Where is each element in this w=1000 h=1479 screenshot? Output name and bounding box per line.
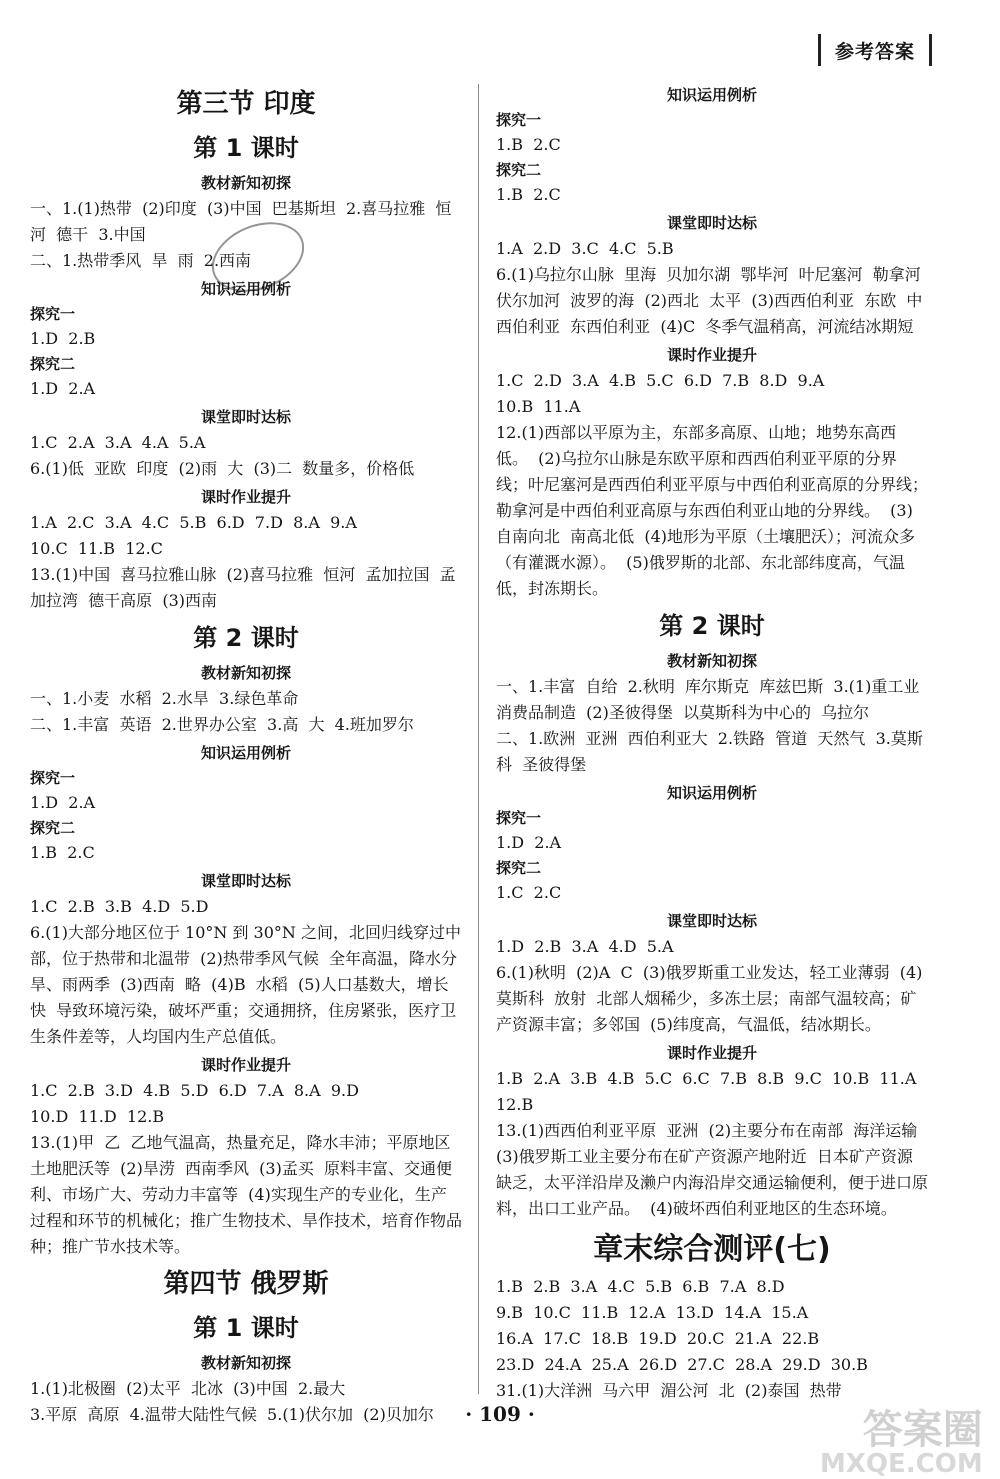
answer-line: 6.(1)大部分地区位于 10°N 到 30°N 之间，北回归线穿过中部，位于热带和北温带 (2)热带季风气候 全年高温，降水分旱、雨两季 (3)西南 略 (4)B 水稻 (5)人口基数大，增长快 导致环境污染，破坏严重；交通拥挤，住房紧张，医疗卫生条件差等，人均国内生产总值低。	[30, 923, 461, 1046]
answer-line: 6.(1)低 亚欧 印度 (2)雨 大 (3)二 数量多，价格低	[30, 459, 415, 478]
answer-line: 1.A 2.C 3.A 4.C 5.B 6.D 7.D 8.A 9.A	[30, 513, 357, 532]
answer-line: 16.A 17.C 18.B 19.D 20.C 21.A 22.B	[496, 1329, 820, 1348]
answer-line: 3.平原 高原 4.温带大陆性气候 5.(1)伏尔加 (2)贝加尔	[30, 1405, 434, 1424]
subsection-heading: 课时作业提升	[666, 1044, 757, 1062]
answer-line: 1.B 2.C	[496, 185, 561, 204]
subsection-heading: 教材新知初探	[666, 652, 757, 670]
answer-line: 13.(1)中国 喜马拉雅山脉 (2)喜马拉雅 恒河 孟加拉国 孟加拉湾 德干高原 (3)西南	[30, 565, 456, 610]
column-divider	[478, 84, 479, 1394]
answer-line: 10.D 11.D 12.B	[30, 1107, 165, 1126]
explore-label: 探究二	[496, 859, 542, 877]
answer-line: 23.D 24.A 25.A 26.D 27.C 28.A 29.D 30.B	[496, 1355, 868, 1374]
answer-line: 一、1.(1)热带 (2)印度 (3)中国 巴基斯坦 2.喜马拉雅 恒河 德干 3.中国	[30, 199, 452, 244]
subsection-heading: 知识运用例析	[666, 784, 757, 802]
subsection-heading: 课堂即时达标	[200, 872, 291, 890]
explore-label: 探究二	[30, 819, 76, 837]
subsection-heading: 教材新知初探	[200, 664, 291, 682]
subsection-heading: 知识运用例析	[200, 280, 291, 298]
answer-line: 1.D 2.A	[496, 833, 562, 852]
right-column	[496, 80, 931, 1404]
subsection-heading: 课时作业提升	[200, 488, 291, 506]
answer-line: 1.C 2.B 3.B 4.D 5.D	[30, 897, 209, 916]
explore-label: 探究二	[30, 355, 76, 373]
subsection-heading: 教材新知初探	[200, 174, 291, 192]
answer-line: 1.B 2.A 3.B 4.B 5.C 6.C 7.B 8.B 9.C 10.B 11.A 12.B	[496, 1069, 927, 1114]
answer-key-tag: 参考答案	[818, 34, 932, 66]
watermark	[820, 1407, 983, 1479]
answer-line: 1.D 2.A	[30, 793, 96, 812]
explore-label: 探究一	[496, 111, 542, 129]
answer-line: 二、1.欧洲 亚洲 西伯利亚大 2.铁路 管道 天然气 3.莫斯科 圣彼得堡	[496, 729, 923, 774]
answer-line: 1.C 2.A 3.A 4.A 5.A	[30, 433, 206, 452]
watermark-url: MXQE.COM	[820, 1449, 983, 1479]
subsection-heading: 知识运用例析	[666, 86, 757, 104]
answer-line: 13.(1)西西伯利亚平原 亚洲 (2)主要分布在南部 海洋运输 (3)俄罗斯工业主要分布在矿产资源产地附近 日本矿产资源缺乏，太平洋沿岸及濑户内海沿岸交通运输便利，便于进口原料，出口工业产品。 (4)破坏西伯利亚地区的生态环境。	[496, 1121, 929, 1218]
answer-line: 1.D 2.B 3.A 4.D 5.A	[496, 937, 674, 956]
answer-line: 13.(1)甲 乙 乙地气温高，热量充足，降水丰沛；平原地区土地肥沃等 (2)旱涝 西南季风 (3)孟买 原料丰富、交通便利、市场广大、劳动力丰富等 (4)实现生产的专业化，生产过程和环节的机械化；推广生物技术、旱作技术，培育作物品种；推广节水技术等。	[30, 1133, 463, 1256]
explore-label: 探究一	[496, 809, 542, 827]
answer-line: 31.(1)大洋洲 马六甲 湄公河 北 (2)泰国 热带	[496, 1381, 842, 1400]
subsection-heading: 教材新知初探	[200, 1354, 291, 1372]
section-title: 第三节 印度	[176, 89, 316, 119]
explore-label: 探究二	[496, 161, 542, 179]
answer-line: 一、1.丰富 自给 2.秋明 库尔斯克 库兹巴斯 3.(1)重工业 消费品制造 (2)圣彼得堡 以莫斯科为中心的 乌拉尔	[496, 677, 930, 722]
watermark-logo-text: 答案圈	[862, 1407, 983, 1453]
answer-line: 1.B 2.B 3.A 4.C 5.B 6.B 7.A 8.D	[496, 1277, 785, 1296]
page-number: · 109 ·	[465, 1402, 535, 1426]
answer-line: 6.(1)秋明 (2)A C (3)俄罗斯重工业发达，轻工业薄弱 (4)莫斯科 放射 北部人烟稀少，多冻土层；南部气温较高；矿产资源丰富；多邻国 (5)纬度高，气温低，结冰期长。	[496, 963, 923, 1034]
answer-line: 1.(1)北极圈 (2)太平 北冰 (3)中国 2.最大	[30, 1379, 346, 1398]
explore-label: 探究一	[30, 305, 76, 323]
answer-line: 9.B 10.C 11.B 12.A 13.D 14.A 15.A	[496, 1303, 809, 1322]
answer-line: 1.B 2.C	[496, 135, 561, 154]
answer-line: 1.C 2.C	[496, 883, 562, 902]
answer-line: 1.A 2.D 3.C 4.C 5.B	[496, 239, 674, 258]
answer-line: 10.B 11.A	[496, 397, 581, 416]
answer-line: 1.B 2.C	[30, 843, 95, 862]
subsection-heading: 课堂即时达标	[666, 214, 757, 232]
lesson-title: 第 1 课时	[193, 1314, 299, 1342]
subsection-heading: 课堂即时达标	[666, 912, 757, 930]
answer-line: 1.C 2.B 3.D 4.B 5.D 6.D 7.A 8.A 9.D	[30, 1081, 359, 1100]
chapter-test-title: 章末综合测评(七)	[593, 1232, 831, 1267]
lesson-title: 第 2 课时	[193, 624, 299, 652]
lesson-title: 第 1 课时	[193, 134, 299, 162]
answer-line: 一、1.小麦 水稻 2.水旱 3.绿色革命	[30, 689, 299, 708]
answer-line: 6.(1)乌拉尔山脉 里海 贝加尔湖 鄂毕河 叶尼塞河 勒拿河 伏尔加河 波罗的海 (2)西北 太平 (3)西西伯利亚 东欧 中西伯利亚 东西伯利亚 (4)C 冬季气温稍高，河流结冰期短	[496, 265, 931, 336]
answer-line: 1.C 2.D 3.A 4.B 5.C 6.D 7.B 8.D 9.A	[496, 371, 825, 390]
answer-line: 10.C 11.B 12.C	[30, 539, 163, 558]
subsection-heading: 课时作业提升	[200, 1056, 291, 1074]
lesson-title: 第 2 课时	[659, 612, 765, 640]
answer-line: 1.D 2.B	[30, 329, 96, 348]
section-title: 第四节 俄罗斯	[163, 1269, 329, 1299]
answer-line: 12.(1)西部以平原为主，东部多高原、山地；地势东高西低。 (2)乌拉尔山脉是东欧平原和西西伯利亚平原的分界线；叶尼塞河是西西伯利亚平原与中西伯利亚高原的分界线；勒拿河是中西伯利亚高原与东西伯利亚山地的分界线。 (3)自南向北 南高北低 (4)地形为平原（土壤肥沃）；河流众多（有灌溉水源）。 (5)俄罗斯的北部、东北部纬度高，气温低，封冻期长。	[496, 423, 929, 598]
left-column	[30, 80, 462, 1428]
answer-line: 1.D 2.A	[30, 379, 96, 398]
explore-label: 探究一	[30, 769, 76, 787]
subsection-heading: 知识运用例析	[200, 744, 291, 762]
answer-line: 二、1.热带季风 旱 雨 2.西南	[30, 251, 252, 270]
subsection-heading: 课堂即时达标	[200, 408, 291, 426]
answer-line: 二、1.丰富 英语 2.世界办公室 3.高 大 4.班加罗尔	[30, 715, 414, 734]
subsection-heading: 课时作业提升	[666, 346, 757, 364]
